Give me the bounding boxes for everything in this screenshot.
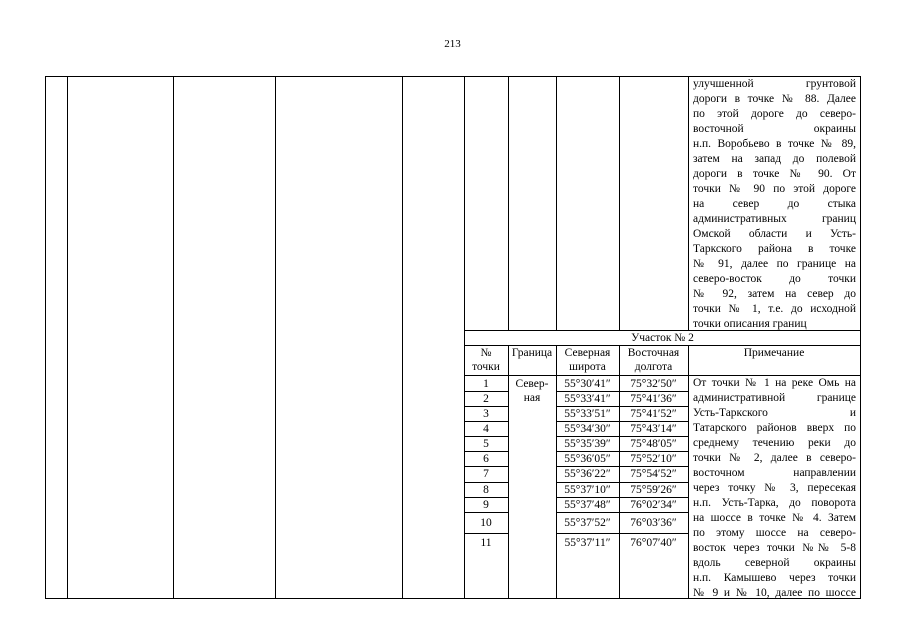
latitude-cell: 55°34′30″ bbox=[564, 423, 611, 435]
note-line: административной границе bbox=[693, 392, 856, 404]
description-line: административных границ bbox=[693, 213, 856, 225]
point-number: 6 bbox=[483, 453, 489, 465]
header-border: Граница bbox=[511, 347, 553, 359]
description-line: по этой дороге до северо- bbox=[693, 108, 856, 120]
description-line: точки № 90 по этой дороге bbox=[693, 183, 856, 195]
description-line: северо-восток до точки bbox=[693, 273, 856, 285]
longitude-cell: 75°32′50″ bbox=[630, 378, 677, 390]
note-line: От точки № 1 на реке Омь на bbox=[693, 377, 856, 389]
description-line: точки описания границ bbox=[693, 318, 807, 330]
note-line: среднему течению реки до bbox=[693, 437, 856, 449]
longitude-cell: 75°41′36″ bbox=[630, 393, 677, 405]
description-line: дороги в точке № 90. От bbox=[693, 168, 856, 180]
longitude-cell: 75°43′14″ bbox=[630, 423, 677, 435]
note-line: восток через точки №№ 5-8 bbox=[693, 542, 856, 554]
latitude-cell: 55°37′11″ bbox=[564, 537, 611, 549]
point-number: 1 bbox=[483, 378, 489, 390]
longitude-cell: 75°52′10″ bbox=[630, 453, 677, 465]
description-line: н.п. Воробьево в точке № 89, bbox=[693, 138, 856, 150]
longitude-cell: 75°41′52″ bbox=[630, 408, 677, 420]
description-line: № 91, далее по границе на bbox=[693, 258, 856, 270]
note-line: н.п. Камышево через точки bbox=[693, 572, 856, 584]
note-line: Татарского районов вверх по bbox=[693, 422, 856, 434]
description-line: на север до стыка bbox=[693, 198, 856, 210]
latitude-cell: 55°33′41″ bbox=[564, 393, 611, 405]
header-latitude: Северная широта bbox=[564, 347, 611, 373]
longitude-cell: 75°48′05″ bbox=[630, 438, 677, 450]
point-number: 9 bbox=[483, 499, 489, 511]
point-number: 10 bbox=[480, 517, 492, 529]
note-line: восточном направлении bbox=[693, 467, 856, 479]
header-note: Примечание bbox=[743, 347, 805, 359]
description-line: улучшенной грунтовой bbox=[693, 78, 856, 90]
description-line: затем на запад до полевой bbox=[693, 153, 856, 165]
note-line: на шоссе в точке № 4. Затем bbox=[693, 512, 856, 524]
longitude-cell: 75°54′52″ bbox=[630, 468, 677, 480]
point-number: 7 bbox=[483, 468, 489, 480]
description-line: Омской области и Усть- bbox=[693, 228, 856, 240]
latitude-cell: 55°37′48″ bbox=[564, 499, 611, 511]
note-line: вдоль северной окраины bbox=[693, 557, 856, 569]
note-line: по этому шоссе на северо- bbox=[693, 527, 856, 539]
note-text bbox=[693, 376, 856, 601]
latitude-cell: 55°36′22″ bbox=[564, 468, 611, 480]
latitude-cell: 55°33′51″ bbox=[564, 408, 611, 420]
point-number: 11 bbox=[480, 537, 492, 549]
point-number: 4 bbox=[483, 423, 489, 435]
description-line: Таркского района в точке bbox=[693, 243, 856, 255]
page-number: 213 bbox=[444, 38, 461, 50]
note-line: через точку № 3, пересекая bbox=[693, 482, 856, 494]
longitude-cell: 75°59′26″ bbox=[630, 484, 677, 496]
longitude-cell: 76°03′36″ bbox=[630, 517, 677, 529]
point-number: 5 bbox=[483, 438, 489, 450]
description-line: восточной окраины bbox=[693, 123, 856, 135]
note-line: № 9 и № 10, далее по шоссе bbox=[693, 587, 856, 599]
longitude-cell: 76°02′34″ bbox=[630, 499, 677, 511]
description-line: дороги в точке № 88. Далее bbox=[693, 93, 856, 105]
section-title: Участок № 2 bbox=[631, 332, 694, 344]
description-line: № 92, затем на север до bbox=[693, 288, 856, 300]
point-number: 2 bbox=[483, 393, 489, 405]
point-number: 3 bbox=[483, 408, 489, 420]
header-longitude: Восточная долгота bbox=[627, 347, 680, 373]
point-number: 8 bbox=[483, 484, 489, 496]
latitude-cell: 55°36′05″ bbox=[564, 453, 611, 465]
note-line: точки № 2, далее в северо- bbox=[693, 452, 856, 464]
description-line: точки № 1, т.е. до исходной bbox=[693, 303, 856, 315]
note-line: н.п. Усть-Тарка, до поворота bbox=[693, 497, 856, 509]
latitude-cell: 55°30′41″ bbox=[564, 378, 611, 390]
top-description bbox=[693, 77, 856, 332]
latitude-cell: 55°37′10″ bbox=[564, 484, 611, 496]
latitude-cell: 55°37′52″ bbox=[564, 517, 611, 529]
longitude-cell: 76°07′40″ bbox=[630, 537, 677, 549]
latitude-cell: 55°35′39″ bbox=[564, 438, 611, 450]
note-line: Усть-Таркского и bbox=[693, 407, 856, 419]
header-number: № точки bbox=[472, 347, 500, 373]
border-value: Север- ная bbox=[515, 378, 549, 404]
